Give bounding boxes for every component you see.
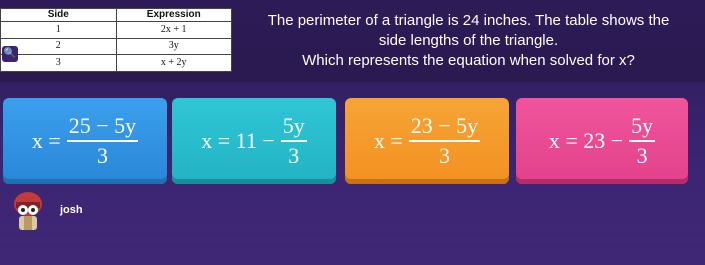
answer-fraction	[409, 114, 480, 168]
table-row	[1, 22, 232, 39]
answer-lhs: x = 23 −	[548, 128, 624, 153]
answer-lhs: x =	[373, 128, 403, 153]
table-cell: 3	[1, 55, 117, 72]
table-cell: 2x + 1	[116, 22, 232, 39]
answer-fraction	[281, 114, 307, 168]
answer-lhs: x = 11 −	[201, 128, 275, 153]
question-panel	[0, 0, 705, 82]
question-text-line-1: The perimeter of a triangle is 24 inches. The table shows the	[267, 12, 670, 29]
answer-fraction	[67, 114, 138, 168]
zoom-icon[interactable]: 🔍	[2, 46, 18, 62]
bottom-bar	[0, 243, 705, 265]
answer-option-1[interactable]	[3, 98, 167, 184]
table-header-expression: Expression	[116, 9, 232, 22]
answer-lhs: x =	[31, 128, 61, 153]
fraction-numerator: 5y	[629, 114, 655, 142]
table-cell: 1	[1, 22, 117, 39]
table-header-row	[1, 9, 232, 22]
question-text-line-2: side lengths of the triangle.	[378, 32, 559, 49]
table-row	[1, 55, 232, 72]
table-header-side: Side	[1, 9, 117, 22]
fraction-denominator: 3	[288, 143, 300, 168]
player-name: josh	[60, 204, 83, 216]
table-cell: 2	[1, 38, 117, 55]
fraction-numerator: 5y	[281, 114, 307, 142]
fraction-denominator: 3	[96, 143, 108, 168]
table-cell: x + 2y	[116, 55, 232, 72]
fraction-denominator: 3	[438, 143, 450, 168]
player-info	[10, 190, 83, 230]
answer-fraction	[629, 114, 655, 168]
fraction-numerator: 23 − 5y	[409, 114, 480, 142]
question-text-line-3: Which represents the equation when solved for x?	[302, 52, 635, 69]
table-row	[1, 38, 232, 55]
fraction-numerator: 25 − 5y	[67, 114, 138, 142]
answer-option-4[interactable]	[516, 98, 688, 184]
avatar-icon	[10, 190, 46, 230]
answer-option-3[interactable]	[345, 98, 509, 184]
table-cell: 3y	[116, 38, 232, 55]
side-length-table	[0, 8, 232, 72]
fraction-denominator: 3	[636, 143, 648, 168]
answer-option-2[interactable]	[172, 98, 336, 184]
